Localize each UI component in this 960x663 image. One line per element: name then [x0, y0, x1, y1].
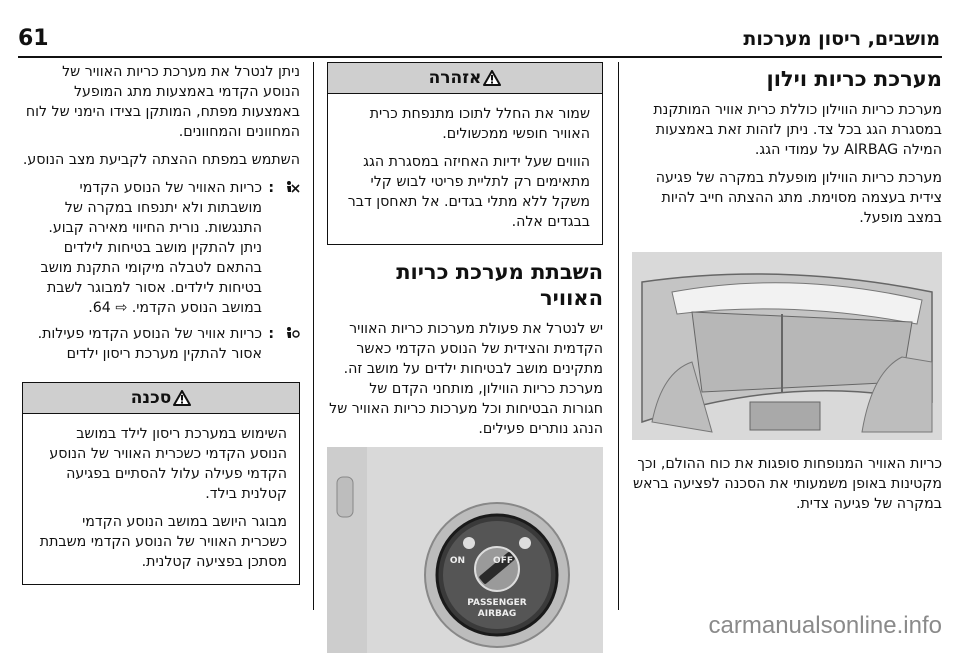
paragraph: ניתן לנטרל את מערכת כריות האוויר של הנוסע הקדמי באמצעות מתג המופעל באמצעות מפתח, המותקן בצידו הימני של לוח המחוונים והמחוונים.	[25, 64, 300, 140]
airbag-off-icon	[274, 178, 300, 318]
watermark: carmanualsonline.info	[708, 612, 942, 639]
warning-box-body	[328, 94, 602, 244]
paragraph: מערכת כריות הווילון מופעלת במקרה של פגיעה צידית בעצמה מסוימת. מתג ההצתה חייב להיות במצב מופעל.	[655, 170, 942, 226]
switch-position-off-text: כריות האוויר של הנוסע הקדמי מושבתות ולא יתנפחו במקרה של התנגשות. נורית החיווי מאירה קבוע. ניתן להתקין מושב בטיחות לילדים בהתאם לטבלה מיקומי התקנת מושב בטיחות לילדים. אסור למבוגר לשבת במושב הנוסע הקדמי. ⇨ 64.	[40, 180, 262, 316]
middle-column	[327, 62, 603, 663]
paragraph: שמור את החלל לתוכו מתנפחת כרית האוויר חופשי ממכשולים.	[369, 106, 590, 142]
switch-position-on-item: : כריות אוויר של הנוסע הקדמי פעילות. אסור להתקין מערכת ריסון ילדים	[22, 324, 300, 364]
paragraph: יש לנטרל את פעולת מערכות כריות האוויר הקדמית והצידית של הנוסע הקדמי כאשר מתקינים מושב לבטיחות ילדים על מושב זה. מערכת כריות הווילון, מותחני הקדם של חגורות הבטיחות וכל מערכות כריות האוויר של הנהג נותרים פעילים.	[329, 321, 603, 437]
paragraph: מבוגר היושב במושב הנוסע הקדמי כשכרית האוויר של הנוסע הקדמי משבתת מסתכן בפציעה קטלנית.	[39, 514, 287, 570]
airbag-on-icon	[274, 324, 300, 364]
airbag-key-switch-photo	[327, 447, 603, 653]
column-separator	[313, 62, 314, 610]
warning-box	[327, 62, 603, 245]
warning-triangle-icon	[483, 70, 501, 86]
paragraph: השימוש במערכת ריסון לילד במושב הנוסע הקדמי כשכרית האוויר של הנוסע הקדמי פעילה עלול להסתיים בפגיעה קטלנית בילד.	[49, 426, 287, 502]
switch-position-off-item: : כריות האוויר של הנוסע הקדמי מושבתות ולא יתנפחו במקרה של התנגשות. נורית החיווי מאירה קבוע. ניתן להתקין מושב בטיחות לילדים בהתאם לטבלה מיקומי התקנת מושב בטיחות לילדים. אסור למבוגר לשבת במושב הנוסע הקדמי. ⇨ 64.	[22, 178, 300, 318]
right-column	[632, 62, 942, 522]
key-switch-drawing	[327, 447, 603, 653]
danger-triangle-icon	[173, 390, 191, 406]
paragraph: מערכת כריות הווילון כוללת כרית אוויר המותקנת במסגרת הגג בכל צד. ניתן לזהות זאת באמצעות המילה AIRBAG על עמודי הגג.	[653, 102, 942, 158]
paragraph: השתמש במפתח ההצתה לקביעת מצב הנוסע.	[22, 152, 300, 168]
page-title: מושבים, ריסון מערכות	[743, 28, 940, 50]
header-rule	[18, 56, 942, 58]
switch-label-passenger: PASSENGER	[467, 598, 527, 608]
paragraph: הוווים שעל ידיות האחיזה במסגרת הגג מתאימים רק לתליית פריטי לבוש קלי משקל ללא מתלי בגדים. אל תאחסן דבר בבגדים אלה.	[347, 154, 590, 230]
warning-box-header	[328, 63, 602, 94]
danger-title: סכנה	[130, 388, 172, 408]
curtain-airbag-illustration	[632, 252, 942, 440]
column-separator	[618, 62, 619, 610]
section-heading-airbag-deactivation: השבתת מערכת כריות האוויר	[396, 260, 603, 310]
switch-label-on: ON	[449, 556, 465, 566]
switch-position-on-text: כריות אוויר של הנוסע הקדמי פעילות. אסור להתקין מערכת ריסון ילדים	[37, 326, 262, 362]
section-heading-curtain-airbags: מערכת כריות וילון	[766, 67, 942, 91]
page-header	[18, 26, 942, 52]
paragraph: כריות האוויר המנופחות סופגות את כוח ההולם, וכך מקטינות באופן משמעותי את הסכנה לפציעה בראש במקרה של פגיעה צדית.	[633, 456, 942, 512]
page-reference: 64	[92, 300, 111, 316]
switch-label-airbag: AIRBAG	[477, 609, 517, 619]
page-ref-arrow-icon: ⇨	[115, 300, 128, 316]
danger-box	[22, 382, 300, 585]
warning-title: אזהרה	[428, 68, 482, 88]
car-interior-drawing	[632, 252, 942, 440]
danger-box-header	[23, 383, 299, 414]
switch-label-off: OFF	[493, 556, 513, 566]
page-number: 61	[18, 26, 49, 51]
left-column	[22, 62, 300, 585]
danger-box-body	[23, 414, 299, 584]
